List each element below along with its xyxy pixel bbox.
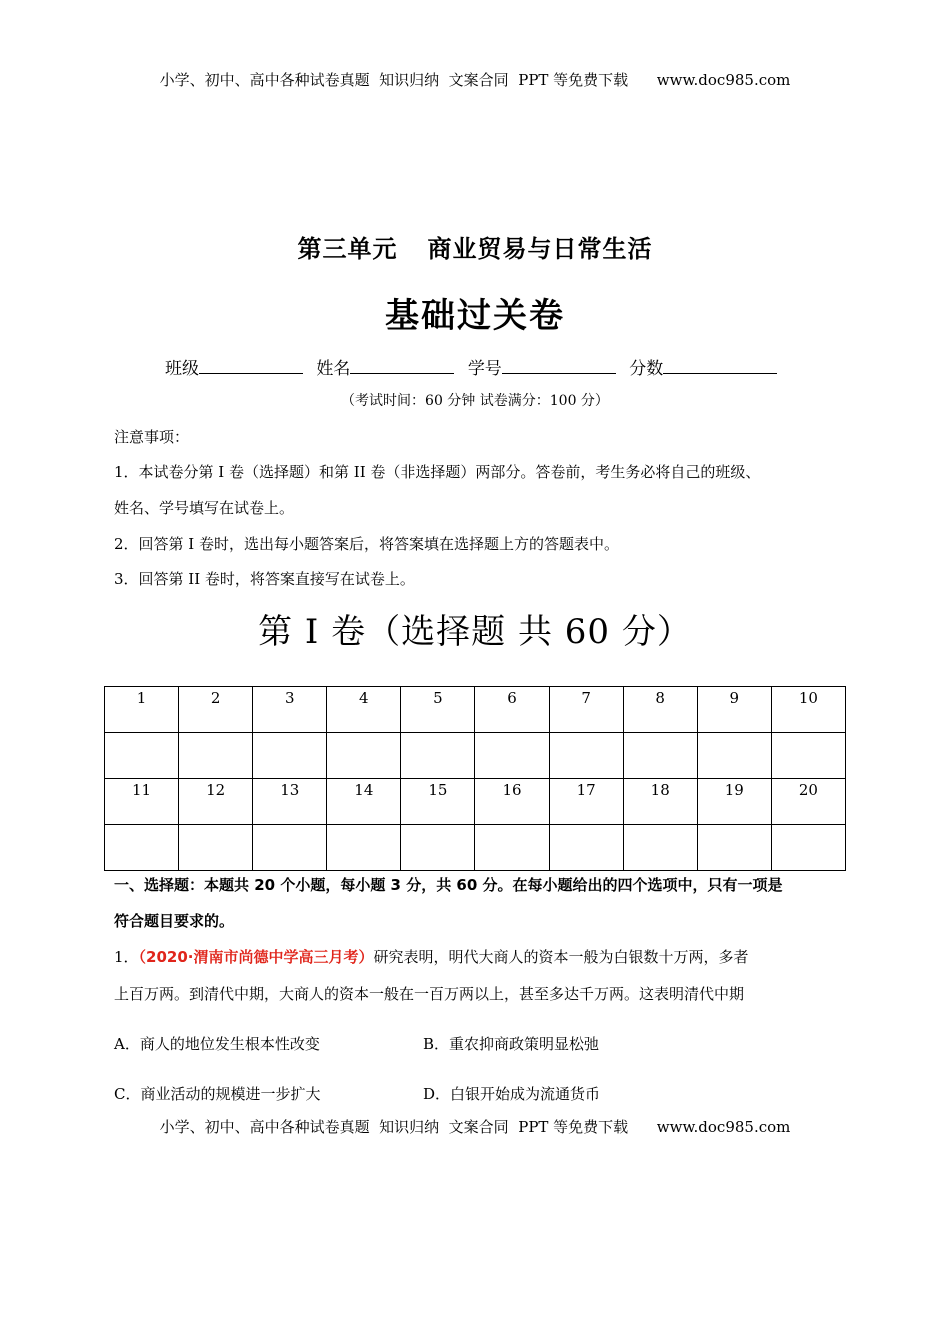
answer-cell[interactable] [475, 733, 549, 779]
question-number-cell: 9 [697, 687, 771, 733]
question-number-cell: 1 [105, 687, 179, 733]
student-info-fields [165, 354, 785, 379]
answer-cell[interactable] [327, 825, 401, 871]
section-instructions: 一、选择题：本题共 20 个小题，每小题 3 分，共 60 分。在每小题给出的四个选项中，只有一项是 [114, 876, 783, 894]
option-a[interactable]: A．商人的地位发生根本性改变 [114, 1035, 320, 1053]
name-blank[interactable] [350, 357, 454, 374]
question-number-cell: 17 [549, 779, 623, 825]
answer-cell[interactable] [327, 733, 401, 779]
question-number-cell: 7 [549, 687, 623, 733]
answer-cell[interactable] [401, 733, 475, 779]
question-number: 1． [114, 948, 139, 966]
notice-item: 3．回答第 II 卷时，将答案直接写在试卷上。 [114, 570, 415, 588]
answer-cell[interactable] [105, 825, 179, 871]
question-number-cell: 20 [771, 779, 845, 825]
section-instructions: 符合题目要求的。 [114, 912, 235, 930]
class-label: 班级 [165, 359, 199, 379]
page-header: 小学、初中、高中各种试卷真题 知识归纳 文案合同 PPT 等免费下载 www.doc985.com [159, 71, 791, 89]
volume-title: 第 I 卷（选择题 共 60 分） [258, 612, 692, 652]
page-title: 基础过关卷 [385, 296, 565, 336]
question-number-cell: 13 [253, 779, 327, 825]
answer-cell[interactable] [623, 825, 697, 871]
answer-cell[interactable] [253, 733, 327, 779]
question-text: 上百万两。到清代中期，大商人的资本一般在一百万两以上，甚至多达千万两。这表明清代中期 [114, 985, 745, 1003]
answer-cell[interactable] [179, 733, 253, 779]
question-source: （2020·渭南市尚德中学高三月考） [138, 948, 374, 966]
notice-heading: 注意事项： [114, 428, 190, 446]
answer-cell[interactable] [549, 733, 623, 779]
notice-item: 2．回答第 I 卷时，选出每小题答案后，将答案填在选择题上方的答题表中。 [114, 535, 620, 553]
answer-blank-row [105, 825, 846, 871]
answer-cell[interactable] [623, 733, 697, 779]
student-id-blank[interactable] [502, 357, 616, 374]
unit-title [0, 229, 950, 264]
answer-cell[interactable] [549, 825, 623, 871]
unit-name: 商业贸易与日常生活 [427, 235, 653, 263]
answer-cell[interactable] [105, 733, 179, 779]
student-id-label: 学号 [467, 359, 502, 379]
answer-cell[interactable] [179, 825, 253, 871]
option-c[interactable]: C．商业活动的规模进一步扩大 [114, 1085, 321, 1103]
question-number-cell: 18 [623, 779, 697, 825]
answer-cell[interactable] [697, 733, 771, 779]
notice-item: 1．本试卷分第 I 卷（选择题）和第 II 卷（非选择题）两部分。答卷前，考生务必将自己的班级、 [114, 463, 761, 481]
question-number-cell: 3 [253, 687, 327, 733]
answer-blank-row [105, 733, 846, 779]
question-number-cell: 2 [179, 687, 253, 733]
answer-number-row [105, 779, 846, 825]
answer-cell[interactable] [401, 825, 475, 871]
score-label: 分数 [629, 359, 664, 379]
question-number-cell: 10 [771, 687, 845, 733]
answer-cell[interactable] [697, 825, 771, 871]
answer-cell[interactable] [771, 733, 845, 779]
question-number-cell: 12 [179, 779, 253, 825]
option-b[interactable]: B．重农抑商政策明显松弛 [423, 1035, 600, 1053]
name-label: 姓名 [316, 359, 351, 379]
option-d[interactable]: D．白银开始成为流通货币 [423, 1085, 601, 1103]
question-number-cell: 15 [401, 779, 475, 825]
question-text: 研究表明，明代大商人的资本一般为白银数十万两，多者 [373, 948, 749, 966]
question-number-cell: 6 [475, 687, 549, 733]
question-number-cell: 5 [401, 687, 475, 733]
question-number-cell: 11 [105, 779, 179, 825]
answer-cell[interactable] [253, 825, 327, 871]
answer-cell[interactable] [475, 825, 549, 871]
question-number-cell: 8 [623, 687, 697, 733]
question-1-stem [114, 946, 749, 967]
question-number-cell: 14 [327, 779, 401, 825]
question-number-cell: 16 [475, 779, 549, 825]
score-blank[interactable] [663, 357, 777, 374]
exam-info: （考试时间：60 分钟 试卷满分：100 分） [341, 393, 609, 409]
question-number-cell: 19 [697, 779, 771, 825]
unit-number: 第三单元 [297, 235, 398, 263]
question-number-cell: 4 [327, 687, 401, 733]
class-blank[interactable] [199, 357, 303, 374]
notice-item: 姓名、学号填写在试卷上。 [114, 499, 295, 517]
answer-table [104, 686, 846, 871]
answer-number-row [105, 687, 846, 733]
answer-cell[interactable] [771, 825, 845, 871]
page-footer: 小学、初中、高中各种试卷真题 知识归纳 文案合同 PPT 等免费下载 www.doc985.com [159, 1118, 791, 1136]
